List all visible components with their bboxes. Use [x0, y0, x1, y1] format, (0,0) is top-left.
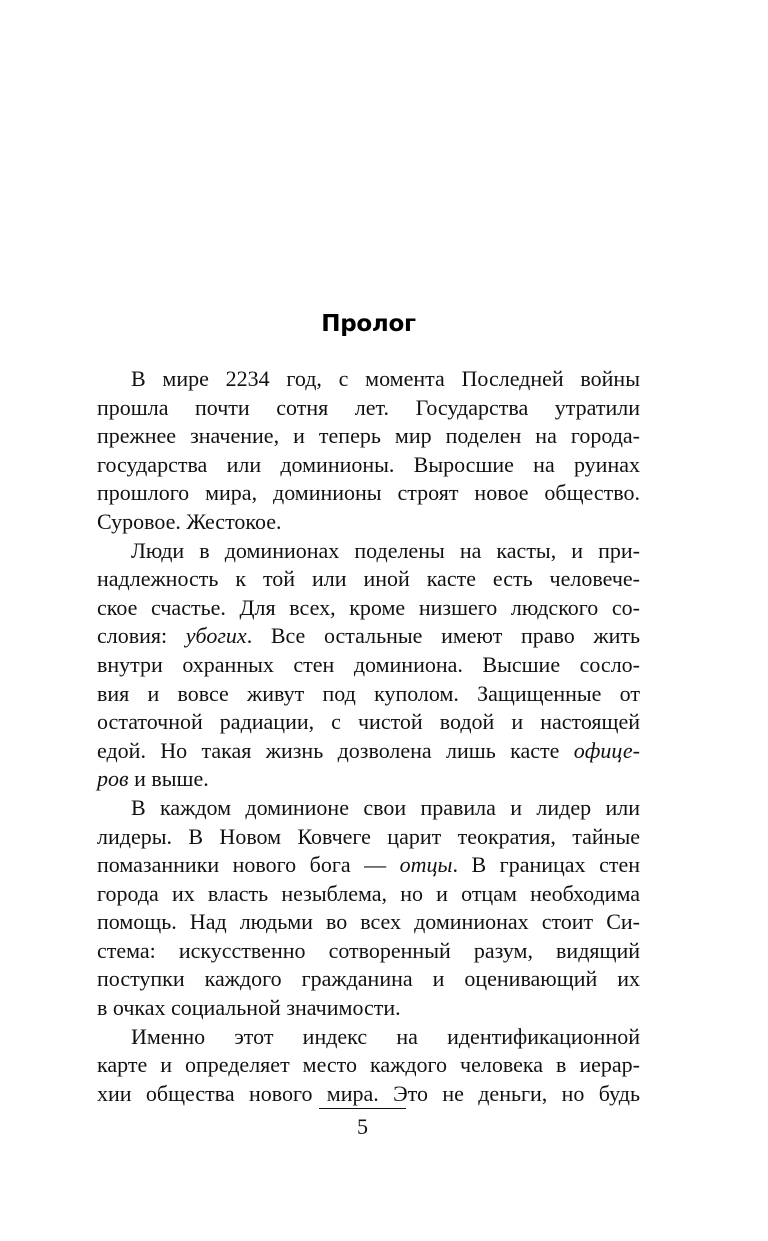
paragraph — [97, 365, 640, 537]
text-run: помазанники нового бога — — [97, 852, 400, 878]
text-line — [97, 422, 640, 451]
text-line — [97, 537, 640, 566]
text-run: Именно этот индекс на идентификационной — [131, 1023, 640, 1049]
text-run: помощь. Над людьми во всех доминионах стоит Си- — [97, 909, 640, 935]
text-run: прошла почти сотня лет. Государства утратили — [97, 394, 640, 420]
text-run: прошлого мира, доминионы строят новое общество. — [97, 480, 640, 506]
text-run: города их власть незыблема, но и отцам необходима — [97, 880, 640, 906]
text-run: в очках социальной значимости. — [97, 995, 401, 1021]
italic-term: ров — [97, 766, 129, 792]
paragraph — [97, 794, 640, 1023]
page-number: 5 — [357, 1114, 368, 1139]
text-run: ское счастье. Для всех, кроме низшего людского со- — [97, 594, 640, 620]
italic-term: отцы — [399, 852, 453, 878]
text-line — [97, 565, 640, 594]
text-run: поступки каждого гражданина и оценивающий их — [97, 966, 640, 992]
text-line — [97, 651, 640, 680]
paragraph — [97, 1023, 640, 1109]
text-line — [97, 765, 640, 794]
text-run: и выше. — [128, 766, 209, 792]
footer-rule — [319, 1108, 406, 1109]
text-run: лидеры. В Новом Ковчеге царит теократия, тайные — [97, 823, 640, 849]
text-line — [97, 479, 640, 508]
text-run: остаточной радиации, с чистой водой и настоящей — [97, 709, 640, 735]
text-run: стема: искусственно сотворенный разум, видящий — [97, 937, 640, 963]
paragraph — [97, 537, 640, 794]
text-run: словия: — [97, 623, 186, 649]
chapter-title: Пролог — [321, 311, 416, 337]
text-line — [97, 508, 640, 537]
text-run: внутри охранных стен доминиона. Высшие сосло- — [97, 651, 640, 677]
text-line — [97, 794, 640, 823]
text-line — [97, 365, 640, 394]
text-run: В мире 2234 год, с момента Последней войны — [131, 366, 640, 391]
text-line — [97, 594, 640, 623]
text-run: В каждом доминионе свои правила и лидер или — [131, 794, 640, 820]
text-line — [97, 823, 640, 852]
text-run: хии общества нового мира. Это не деньги, но будь — [97, 1080, 640, 1106]
text-run: едой. Но такая жизнь дозволена лишь касте — [97, 737, 574, 763]
text-run: государства или доминионы. Выросшие на руинах — [97, 451, 640, 477]
text-line — [97, 737, 640, 766]
text-run: Люди в доминионах поделены на касты, и при- — [131, 537, 640, 563]
text-run: надлежность к той или иной касте есть человече- — [97, 566, 640, 592]
text-line — [97, 937, 640, 966]
text-line — [97, 708, 640, 737]
body-text — [97, 365, 640, 1108]
text-line — [97, 1051, 640, 1080]
book-page — [97, 0, 640, 1241]
text-line — [97, 851, 640, 880]
text-run: . В границах стен — [452, 852, 640, 878]
text-line — [97, 880, 640, 909]
text-line — [97, 394, 640, 423]
text-run: вия и вовсе живут под куполом. Защищенные от — [97, 680, 640, 706]
text-line — [97, 1023, 640, 1052]
text-line — [97, 680, 640, 709]
text-line — [97, 994, 640, 1023]
text-run: прежнее значение, и теперь мир поделен на города- — [97, 423, 640, 449]
text-line — [97, 622, 640, 651]
italic-term: офице- — [573, 737, 640, 763]
text-line — [97, 908, 640, 937]
text-line — [97, 451, 640, 480]
text-run: . Все остальные имеют право жить — [246, 623, 641, 649]
italic-term: убогих — [185, 623, 247, 649]
text-line — [97, 1080, 640, 1109]
text-run: Суровое. Жестокое. — [97, 508, 282, 534]
text-run: карте и определяет место каждого человека в иерар- — [97, 1052, 640, 1078]
text-line — [97, 965, 640, 994]
